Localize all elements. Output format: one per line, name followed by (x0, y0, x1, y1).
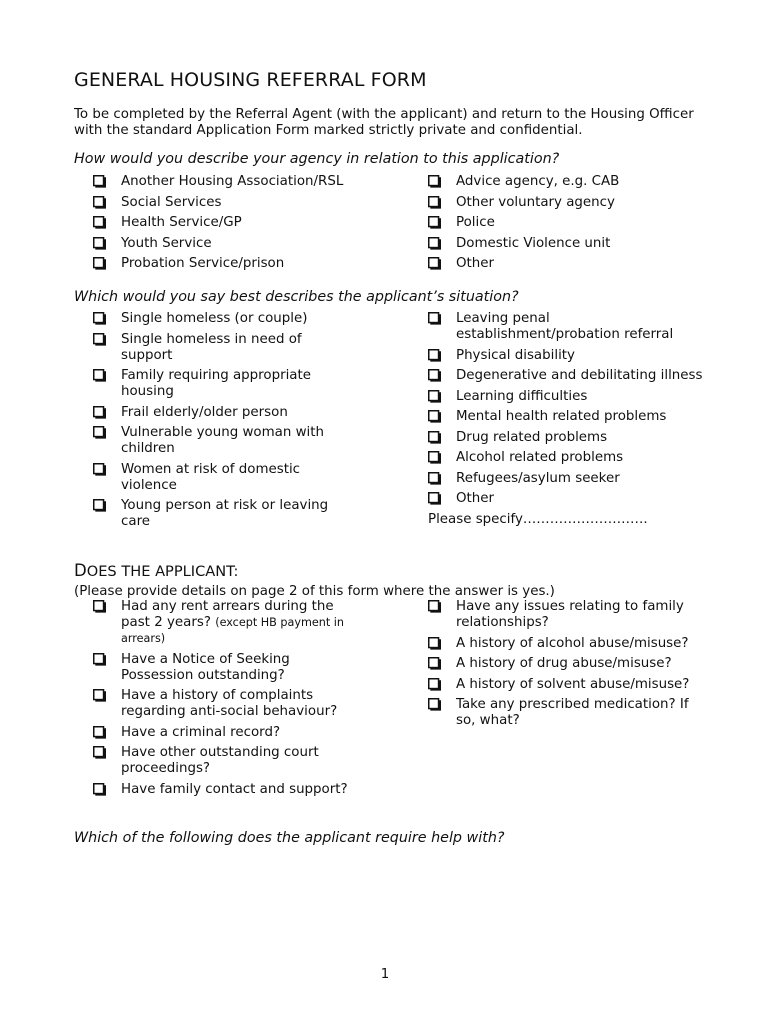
option-label: A history of drug abuse/misuse? (456, 656, 672, 671)
checkbox-icon (93, 257, 106, 270)
option-note: (except HB payment in arrears) (121, 616, 344, 645)
checkbox-icon (428, 472, 441, 485)
checkbox-icon (93, 499, 106, 512)
option-label: Family requiring appropriate housing (121, 368, 311, 399)
checkbox-option[interactable] (93, 195, 403, 211)
applicant-options-left (93, 599, 358, 802)
checkbox-icon (93, 216, 106, 229)
option-label: Have any issues relating to family relationships? (456, 599, 684, 630)
page-number: 1 (380, 967, 390, 982)
option-label: Other (456, 256, 495, 271)
checkbox-option[interactable] (93, 782, 358, 798)
checkbox-icon (93, 463, 106, 476)
checkbox-icon (428, 216, 441, 229)
option-label: Frail elderly/older person (121, 404, 288, 420)
checkbox-icon (428, 431, 441, 444)
question-situation: Which would you say best describes the applicant’s situation? (74, 289, 519, 305)
heading-rest: OES THE APPLICANT: (86, 563, 239, 580)
checkbox-icon (93, 726, 106, 739)
option-label: A history of solvent abuse/misuse? (456, 676, 690, 692)
option-label: Alcohol related problems (456, 450, 624, 465)
checkbox-icon (428, 237, 441, 250)
checkbox-option[interactable] (428, 471, 703, 487)
form-title: GENERAL HOUSING REFERRAL FORM (74, 69, 427, 91)
option-label: Women at risk of domestic violence (121, 461, 301, 493)
option-label: Probation Service/prison (121, 256, 285, 271)
checkbox-icon (93, 333, 106, 346)
option-label: Other (456, 491, 495, 506)
checkbox-icon (93, 426, 106, 439)
checkbox-option[interactable] (428, 174, 708, 190)
checkbox-option[interactable] (428, 430, 703, 446)
checkbox-option[interactable] (93, 498, 343, 530)
checkbox-option[interactable] (428, 409, 703, 425)
checkbox-option[interactable] (428, 677, 700, 693)
situation-options-left (93, 311, 343, 535)
checkbox-icon (428, 600, 441, 613)
checkbox-icon (428, 312, 441, 325)
checkbox-option[interactable] (93, 311, 343, 327)
checkbox-option[interactable] (93, 332, 343, 364)
checkbox-option[interactable] (428, 215, 708, 231)
option-label: Physical disability (456, 347, 575, 363)
checkbox-option[interactable] (93, 174, 403, 190)
checkbox-option[interactable] (93, 215, 403, 231)
checkbox-option[interactable] (93, 425, 343, 457)
checkbox-option[interactable] (93, 462, 343, 494)
checkbox-option[interactable] (428, 389, 703, 405)
applicant-options-right (428, 599, 700, 734)
agency-options-left (93, 174, 403, 277)
checkbox-option[interactable] (93, 405, 343, 421)
checkbox-icon (428, 678, 441, 691)
checkbox-option[interactable] (428, 599, 700, 631)
option-label: Had any rent arrears during the past 2 years? (121, 599, 334, 630)
checkbox-option[interactable] (428, 656, 700, 672)
option-label: Mental health related problems (456, 409, 667, 424)
option-label: Have family contact and support? (121, 781, 348, 797)
option-label: Youth Service (121, 235, 212, 251)
checkbox-option[interactable] (93, 688, 358, 720)
option-label: Single homeless (or couple) (121, 311, 308, 326)
option-label: Vulnerable young woman with children (121, 425, 325, 456)
option-label: Have other outstanding court proceedings? (121, 745, 319, 776)
checkbox-icon (93, 175, 106, 188)
agency-options-right (428, 174, 708, 277)
checkbox-option[interactable] (428, 491, 703, 507)
option-label: Drug related problems (456, 429, 608, 445)
option-label: Advice agency, e.g. CAB (456, 174, 620, 189)
checkbox-icon (428, 698, 441, 711)
checkbox-icon (93, 237, 106, 250)
option-label: Single homeless in need of support (121, 331, 302, 363)
option-label: Refugees/asylum seeker (456, 470, 620, 486)
option-label: Other voluntary agency (456, 194, 615, 210)
option-label: Domestic Violence unit (456, 235, 611, 251)
checkbox-icon (93, 406, 106, 419)
checkbox-option[interactable] (93, 745, 358, 777)
checkbox-icon (428, 175, 441, 188)
option-label: Police (456, 215, 495, 230)
option-label: Health Service/GP (121, 215, 242, 230)
checkbox-option[interactable] (428, 368, 703, 384)
checkbox-icon (428, 349, 441, 362)
checkbox-icon (428, 492, 441, 505)
checkbox-option[interactable] (428, 348, 703, 364)
question-agency: How would you describe your agency in relation to this application? (74, 151, 560, 167)
checkbox-icon (93, 746, 106, 759)
option-label: Take any prescribed medication? If so, what? (456, 697, 689, 728)
checkbox-icon (93, 196, 106, 209)
checkbox-icon (93, 369, 106, 382)
checkbox-icon (428, 196, 441, 209)
checkbox-option[interactable] (428, 311, 703, 343)
option-label: Young person at risk or leaving care (121, 498, 329, 529)
checkbox-icon (428, 637, 441, 650)
checkbox-option[interactable] (93, 368, 343, 400)
checkbox-icon (428, 410, 441, 423)
checkbox-option[interactable] (428, 195, 708, 211)
option-label: Social Services (121, 194, 222, 210)
option-label: Another Housing Association/RSL (121, 174, 344, 189)
option-label: Have a criminal record? (121, 724, 281, 740)
details-note: (Please provide details on page 2 of this form where the answer is yes.) (74, 584, 555, 599)
checkbox-option[interactable] (428, 636, 700, 652)
heading-initial: D (74, 561, 87, 580)
question-help-with: Which of the following does the applicant require help with? (74, 830, 505, 846)
checkbox-icon (428, 257, 441, 270)
checkbox-icon (93, 600, 106, 613)
intro-text: To be completed by the Referral Agent (with the applicant) and return to the Housing Officer with the standard Application Form marked strictly private and confidential. (74, 107, 694, 138)
option-label: Have a Notice of Seeking Possession outstanding? (121, 651, 290, 683)
situation-options-right (428, 311, 703, 528)
checkbox-icon (93, 783, 106, 796)
checkbox-icon (428, 390, 441, 403)
checkbox-option[interactable] (93, 725, 358, 741)
checkbox-option[interactable] (93, 236, 403, 252)
section-heading-applicant (74, 561, 238, 580)
checkbox-icon (93, 312, 106, 325)
checkbox-icon (428, 451, 441, 464)
option-label: Learning difficulties (456, 388, 588, 404)
please-specify-field[interactable]: Please specify………………………. (428, 511, 648, 527)
option-label: Have a history of complaints regarding anti-social behaviour? (121, 688, 338, 719)
checkbox-option[interactable] (93, 599, 358, 647)
checkbox-icon (428, 369, 441, 382)
checkbox-option[interactable] (428, 256, 708, 272)
checkbox-option[interactable] (428, 236, 708, 252)
checkbox-option[interactable] (428, 697, 700, 729)
option-label: A history of alcohol abuse/misuse? (456, 635, 689, 651)
checkbox-option[interactable] (93, 652, 358, 684)
option-label: Degenerative and debilitating illness (456, 368, 703, 383)
checkbox-option[interactable] (428, 450, 703, 466)
option-label: Leaving penal establishment/probation referral (456, 311, 674, 342)
checkbox-icon (428, 657, 441, 670)
checkbox-option[interactable] (93, 256, 403, 272)
checkbox-icon (93, 653, 106, 666)
checkbox-icon (93, 689, 106, 702)
